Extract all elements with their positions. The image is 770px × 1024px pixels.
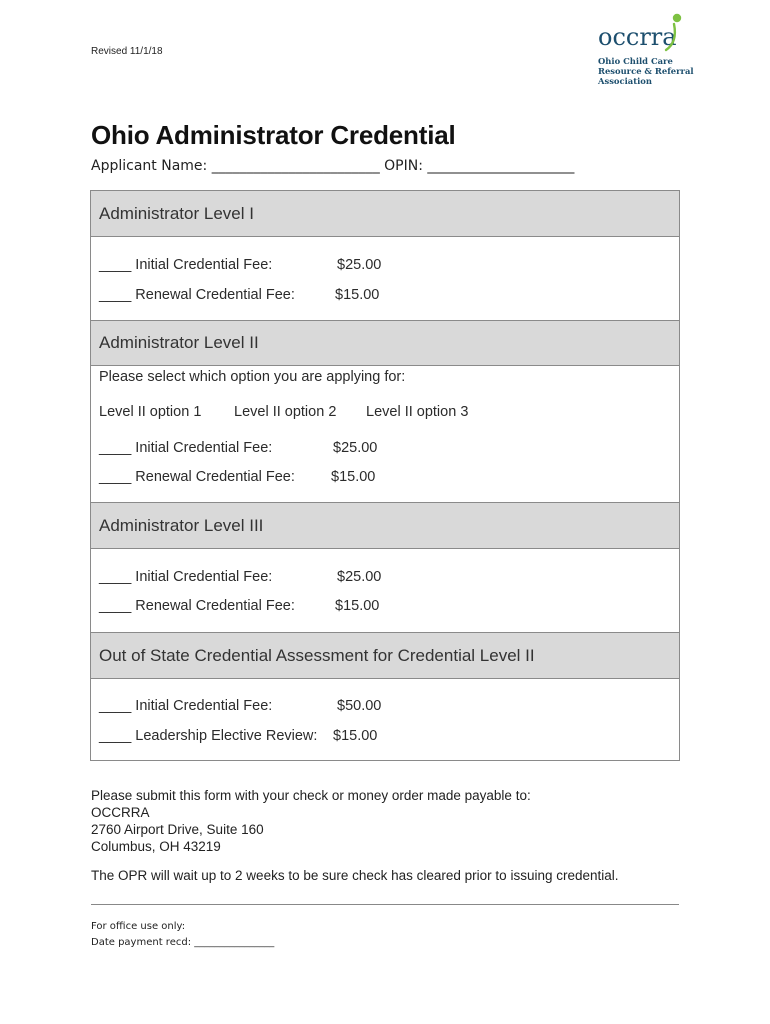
divider xyxy=(91,904,679,905)
applicant-name-opin-field[interactable]: Applicant Name: ________________________ OPIN: _____________________ xyxy=(91,158,575,174)
payee-address-city: Columbus, OH 43219 xyxy=(91,839,221,854)
level-2-option-1[interactable]: Level II option 1 xyxy=(99,404,202,420)
credential-form-table xyxy=(90,190,680,761)
payee-address-street: 2760 Airport Drive, Suite 160 xyxy=(91,822,264,837)
fee-row[interactable]: ____ Renewal Credential Fee: $15.00 xyxy=(99,287,380,303)
office-use-label: For office use only: xyxy=(91,921,186,932)
fee-row[interactable]: ____ Renewal Credential Fee: $15.00 xyxy=(99,598,380,614)
section-heading-out-of-state: Out of State Credential Assessment for Credential Level II xyxy=(91,632,679,679)
date-payment-field[interactable]: Date payment recd: ________________ xyxy=(91,937,275,948)
logo-subtitle: Ohio Child Care Resource & Referral Association xyxy=(598,56,694,86)
level-2-option-3[interactable]: Level II option 3 xyxy=(366,404,469,420)
section-heading-level-3: Administrator Level III xyxy=(91,502,679,549)
occrra-logo-mark xyxy=(596,12,696,56)
fee-row[interactable]: ____ Initial Credential Fee: $25.00 xyxy=(99,440,378,456)
revised-date: Revised 11/1/18 xyxy=(91,46,163,57)
clearance-notice: The OPR will wait up to 2 weeks to be sure check has cleared prior to issuing credential. xyxy=(91,868,619,883)
payee-name: OCCRRA xyxy=(91,805,150,820)
level-2-option-2[interactable]: Level II option 2 xyxy=(234,404,337,420)
fee-row[interactable]: ____ Initial Credential Fee: $50.00 xyxy=(99,698,382,714)
fee-row[interactable]: ____ Leadership Elective Review: $15.00 xyxy=(99,728,378,744)
page-title: Ohio Administrator Credential xyxy=(91,120,456,150)
section-heading-level-2: Administrator Level II xyxy=(91,320,679,366)
logo-wordmark: occrra xyxy=(598,23,677,51)
submit-instructions: Please submit this form with your check or money order made payable to: xyxy=(91,788,531,803)
fee-row[interactable]: ____ Initial Credential Fee: $25.00 xyxy=(99,257,382,273)
occrra-logo xyxy=(596,12,696,92)
fee-row[interactable]: ____ Renewal Credential Fee: $15.00 xyxy=(99,469,376,485)
fee-row[interactable]: ____ Initial Credential Fee: $25.00 xyxy=(99,569,382,585)
level-2-instruction: Please select which option you are applying for: xyxy=(99,369,406,385)
section-heading-level-1: Administrator Level I xyxy=(91,191,679,237)
